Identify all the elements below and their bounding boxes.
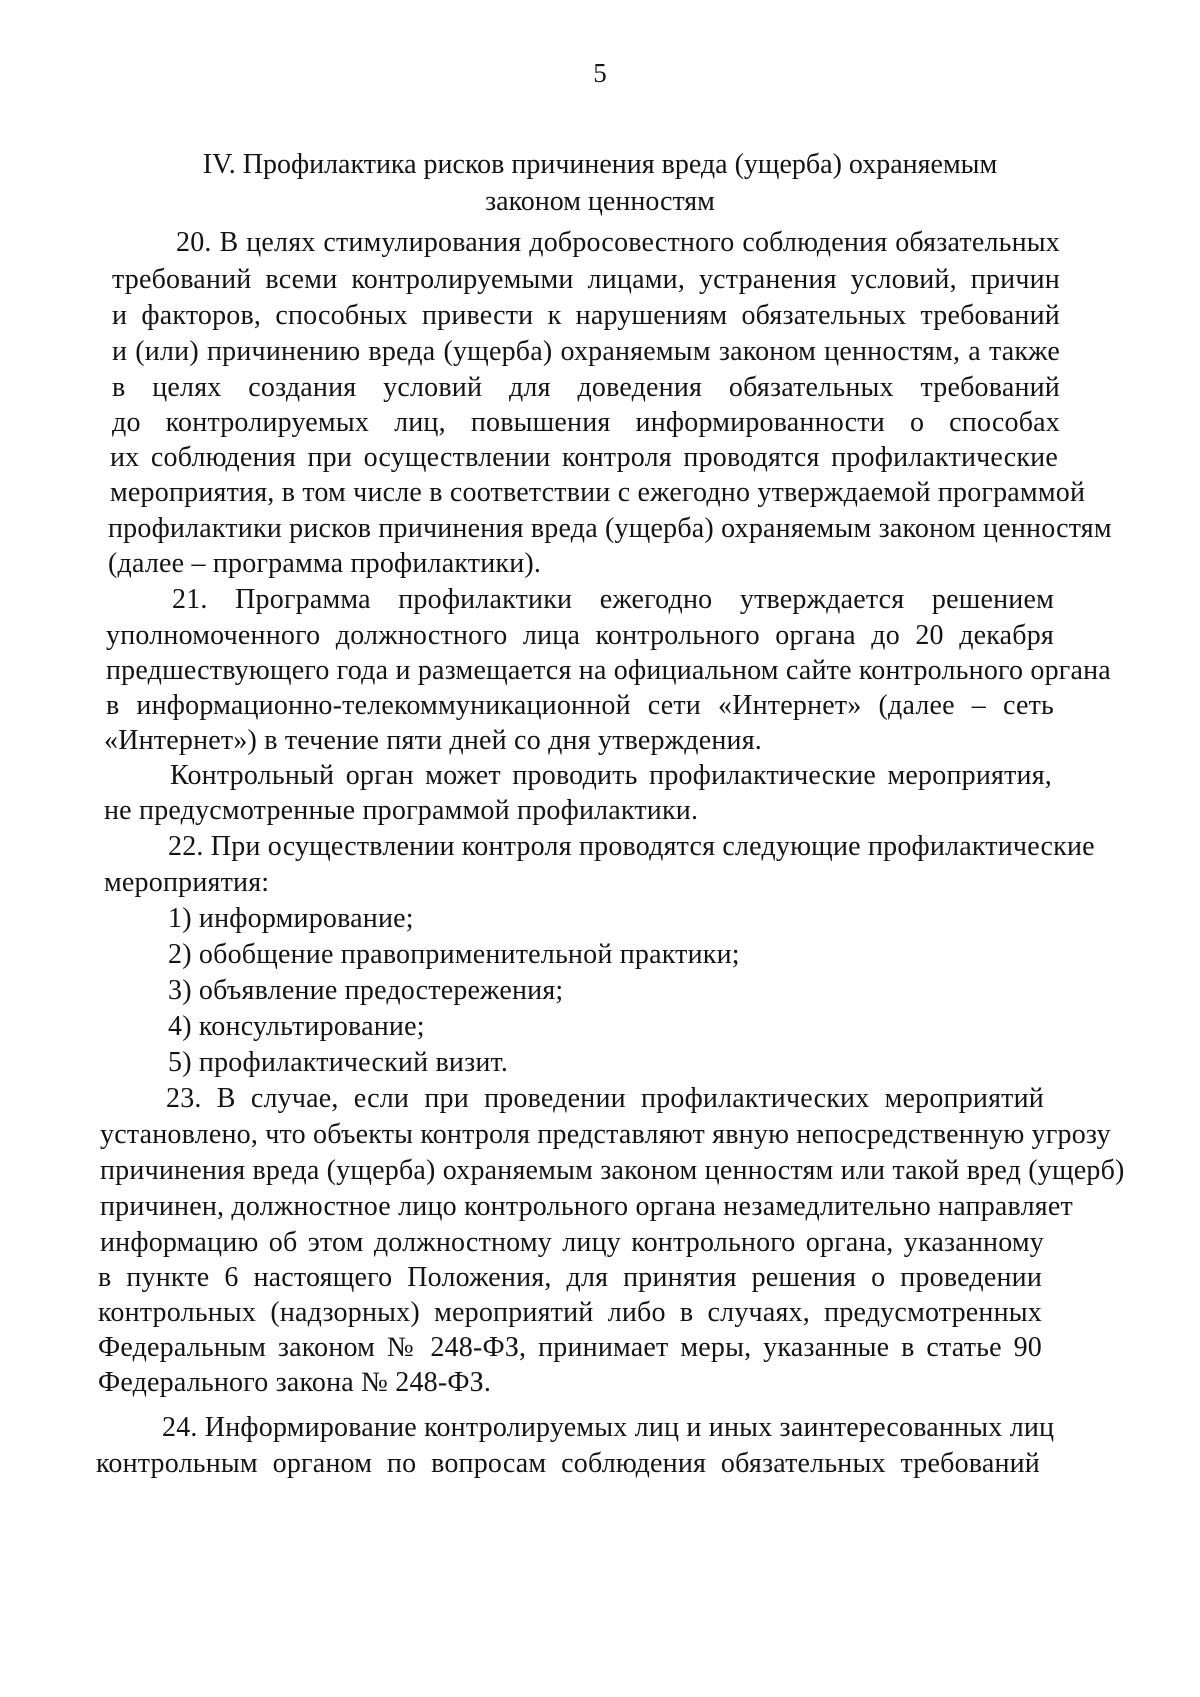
paragraph-20-line: и (или) причинению вреда (ущерба) охраняемым законом ценностям, а также <box>112 336 1060 367</box>
paragraph-21-line: «Интернет») в течение пяти дней со дня утверждения. <box>104 725 762 756</box>
paragraph-20-line: требований всеми контролируемыми лицами, устранения условий, причин <box>112 264 1060 295</box>
paragraph-23-line: контрольных (надзорных) мероприятий либо в случаях, предусмотренных <box>98 1297 1042 1328</box>
paragraph-21-line: в информационно-телекоммуникационной сети «Интернет» (далее – сеть <box>106 690 1054 721</box>
paragraph-21-line: уполномоченного должностного лица контрольного органа до 20 декабря <box>106 620 1054 651</box>
section-title-line-2: законом ценностям <box>485 186 715 217</box>
paragraph-21-line: предшествующего года и размещается на официальном сайте контрольного органа <box>106 655 1111 686</box>
paragraph-23-line: причинен, должностное лицо контрольного органа незамедлительно направляет <box>100 1191 1073 1222</box>
paragraph-body-line: не предусмотренные программой профилактики. <box>104 795 699 826</box>
paragraph-21-line: 21. Программа профилактики ежегодно утверждается решением <box>172 584 1054 615</box>
paragraph-20-line: и факторов, способных привести к нарушениям обязательных требований <box>112 300 1060 331</box>
paragraph-23-line: 23. В случае, если при проведении профилактических мероприятий <box>166 1083 1044 1114</box>
paragraph-20-line: 20. В целях стимулирования добросовестного соблюдения обязательных <box>176 227 1060 258</box>
paragraph-20-line: (далее – программа профилактики). <box>108 548 542 579</box>
list-item: 4) консультирование; <box>168 1011 425 1042</box>
paragraph-22-line: мероприятия: <box>104 867 270 898</box>
paragraph-23-line: Федеральным законом № 248-ФЗ, принимает меры, указанные в статье 90 <box>98 1332 1042 1363</box>
paragraph-23-line: в пункте 6 настоящего Положения, для принятия решения о проведении <box>98 1262 1042 1293</box>
section-title-line-1: IV. Профилактика рисков причинения вреда (ущерба) охраняемым <box>202 149 998 180</box>
paragraph-20-line: в целях создания условий для доведения обязательных требований <box>112 372 1060 403</box>
paragraph-23-line: установлено, что объекты контроля представляют явную непосредственную угрозу <box>100 1119 1111 1150</box>
paragraph-20-line: их соблюдения при осуществлении контроля проводятся профилактические <box>110 442 1058 473</box>
paragraph-23-line: информацию об этом должностному лицу контрольного органа, указанному <box>100 1227 1044 1258</box>
paragraph-20-line: до контролируемых лиц, повышения информированности о способах <box>112 407 1060 438</box>
paragraph-20-line: профилактики рисков причинения вреда (ущерба) охраняемым законом ценностям <box>108 513 1112 544</box>
list-item: 1) информирование; <box>168 903 414 934</box>
paragraph-22-line: 22. При осуществлении контроля проводятся следующие профилактические <box>168 831 1095 862</box>
paragraph-23-line: причинения вреда (ущерба) охраняемым законом ценностям или такой вред (ущерб) <box>100 1155 1125 1186</box>
section-title <box>150 146 1050 220</box>
list-item: 2) обобщение правоприменительной практики; <box>168 939 740 970</box>
paragraph-24-line: 24. Информирование контролируемых лиц и иных заинтересованных лиц <box>162 1412 1055 1443</box>
paragraph-24-line: контрольным органом по вопросам соблюдения обязательных требований <box>96 1448 1040 1479</box>
paragraph-body-line: Контрольный орган может проводить профилактические мероприятия, <box>170 760 1052 791</box>
list-item: 3) объявление предостережения; <box>168 975 564 1006</box>
paragraph-20-line: мероприятия, в том числе в соответствии с ежегодно утверждаемой программой <box>110 477 1086 508</box>
paragraph-23-line: Федерального закона № 248-ФЗ. <box>98 1367 492 1398</box>
page-number: 5 <box>593 58 607 88</box>
list-item: 5) профилактический визит. <box>168 1047 509 1078</box>
